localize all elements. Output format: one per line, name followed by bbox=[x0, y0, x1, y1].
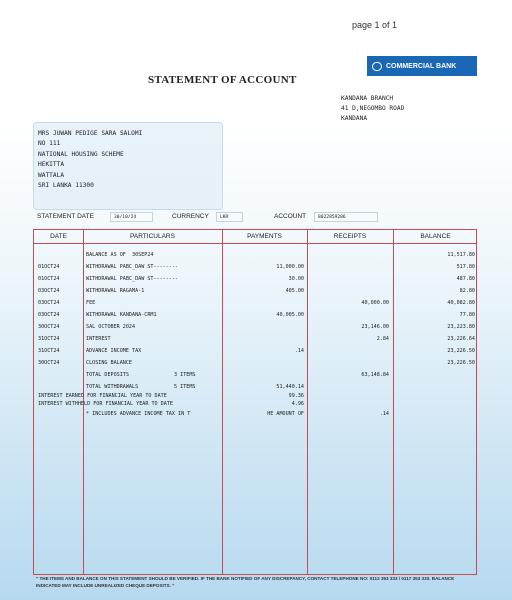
row-particulars: WITHDRAWAL KANDANA-CRM1 bbox=[86, 312, 157, 318]
currency-value: LKR bbox=[216, 212, 243, 222]
total-count: 3 ITEMS bbox=[174, 372, 196, 378]
row-date: 01OCT24 bbox=[38, 276, 60, 282]
address-line: MRS JUWAN PEDIGE SARA SALOMI bbox=[38, 130, 143, 137]
statement-date-label: STATEMENT DATE bbox=[37, 213, 94, 220]
address-line: WATTALA bbox=[38, 171, 65, 179]
currency-label: CURRENCY bbox=[172, 213, 209, 220]
row-date: 31OCT24 bbox=[38, 348, 60, 354]
interest-line: INTEREST EARNED FOR FINANCIAL YEAR TO DATE bbox=[38, 393, 167, 399]
row-particulars: SAL OCTOBER 2024 bbox=[86, 324, 136, 330]
statement-title: STATEMENT OF ACCOUNT bbox=[148, 74, 297, 86]
row-balance: 23,226.50 bbox=[447, 360, 475, 366]
row-payments: .14 bbox=[294, 348, 304, 354]
total-label: TOTAL DEPOSITS bbox=[86, 372, 129, 378]
row-date: 03OCT24 bbox=[38, 288, 60, 294]
row-balance: 487.80 bbox=[456, 276, 475, 282]
row-balance: 517.80 bbox=[456, 264, 475, 270]
row-date: 30OCT24 bbox=[38, 324, 60, 330]
row-particulars: WITHDRAWAL PABC_DAW ST-------- bbox=[86, 264, 179, 270]
branch-line: 41 D,NEGOMBO ROAD bbox=[341, 105, 405, 112]
row-particulars: WITHDRAWAL PABC_DAW ST-------- bbox=[86, 276, 179, 282]
account-label: ACCOUNT bbox=[274, 213, 307, 220]
customer-address bbox=[38, 129, 142, 191]
row-receipts: 23,146.00 bbox=[361, 324, 389, 330]
transactions-table bbox=[33, 229, 477, 575]
total-payments: 51,440.14 bbox=[276, 384, 304, 390]
address-line: NO 111 bbox=[38, 140, 61, 148]
row-balance: 40,082.80 bbox=[447, 300, 475, 306]
row-receipts: 2.84 bbox=[376, 336, 389, 342]
branch-address bbox=[341, 94, 404, 124]
interest-value: 4.96 bbox=[291, 401, 304, 407]
row-receipts: 40,000.00 bbox=[361, 300, 389, 306]
column-header-receipts: RECEIPTS bbox=[333, 233, 367, 240]
tax-note-payments: HE AMOUNT OF bbox=[267, 411, 304, 417]
bank-name: COMMERCIAL BANK bbox=[386, 62, 457, 70]
row-balance: 23,223.80 bbox=[447, 324, 475, 330]
column-header-date: DATE bbox=[50, 233, 67, 240]
total-receipts: 63,148.84 bbox=[361, 372, 389, 378]
tax-note-receipts: .14 bbox=[379, 411, 389, 417]
row-payments: 40,005.00 bbox=[276, 312, 304, 318]
row-balance: 23,226.50 bbox=[447, 348, 475, 354]
row-particulars: FEE bbox=[86, 300, 96, 306]
column-header-payments: PAYMENTS bbox=[247, 233, 282, 240]
statement-date-value: 30/10/24 bbox=[110, 212, 153, 222]
row-payments: 405.00 bbox=[285, 288, 304, 294]
row-particulars: ADVANCE INCOME TAX bbox=[86, 348, 142, 354]
row-payments: 30.00 bbox=[288, 276, 304, 282]
branch-line: KANDANA bbox=[341, 115, 368, 122]
row-date: 03OCT24 bbox=[38, 312, 60, 318]
row-particulars: INTEREST bbox=[86, 336, 111, 342]
row-balance: 82.80 bbox=[459, 288, 475, 294]
bank-logo bbox=[367, 56, 477, 76]
row-payments: 11,000.00 bbox=[276, 264, 304, 270]
address-line: SRI LANKA 11300 bbox=[38, 182, 94, 190]
address-line: NATIONAL HOUSING SCHEME bbox=[38, 150, 124, 158]
row-date: 30OCT24 bbox=[38, 360, 60, 366]
page-number: page 1 of 1 bbox=[352, 20, 398, 30]
bank-logo-icon bbox=[372, 62, 383, 71]
row-particulars: CLOSING BALANCE bbox=[86, 360, 133, 366]
address-line: HEKITTA bbox=[38, 161, 65, 169]
total-label: TOTAL WITHDRAWALS bbox=[86, 384, 139, 390]
row-date: 01OCT24 bbox=[38, 264, 60, 270]
interest-value: 99.36 bbox=[288, 393, 304, 399]
interest-line: INTEREST WITHHELD FOR FINANCIAL YEAR TO DATE bbox=[38, 401, 173, 407]
column-header-balance: BALANCE bbox=[420, 233, 451, 240]
branch-line: KANDANA BRANCH bbox=[341, 95, 394, 102]
account-value: 8022859286 bbox=[314, 212, 378, 222]
column-header-particulars: PARTICULARS bbox=[130, 233, 175, 240]
row-date: 31OCT24 bbox=[38, 336, 60, 342]
tax-note: * INCLUDES ADVANCE INCOME TAX IN T bbox=[86, 411, 191, 417]
row-date: 03OCT24 bbox=[38, 300, 60, 306]
row-particulars: WITHDRAWAL RAGAMA-1 bbox=[86, 288, 145, 294]
row-particulars: BALANCE AS OF 30SEP24 bbox=[86, 252, 154, 258]
row-balance: 11,517.80 bbox=[447, 252, 475, 258]
row-balance: 23,226.64 bbox=[447, 336, 475, 342]
footer-note: " THE ITEMS AND BALANCE ON THIS STATEMENT SHOULD BE VERIFIED. IF THE BANK NOTIFIED OF ANY DISCREPANCY, CONTACT TELEPHONE NO: 0112 353 333 / 0117 353 333. BALANCE INDICATED MAY INCLUDE UNREALIZED CHEQUE DEPOSITS. " bbox=[36, 576, 455, 588]
row-balance: 77.80 bbox=[459, 312, 475, 318]
total-count: 5 ITEMS bbox=[174, 384, 196, 390]
